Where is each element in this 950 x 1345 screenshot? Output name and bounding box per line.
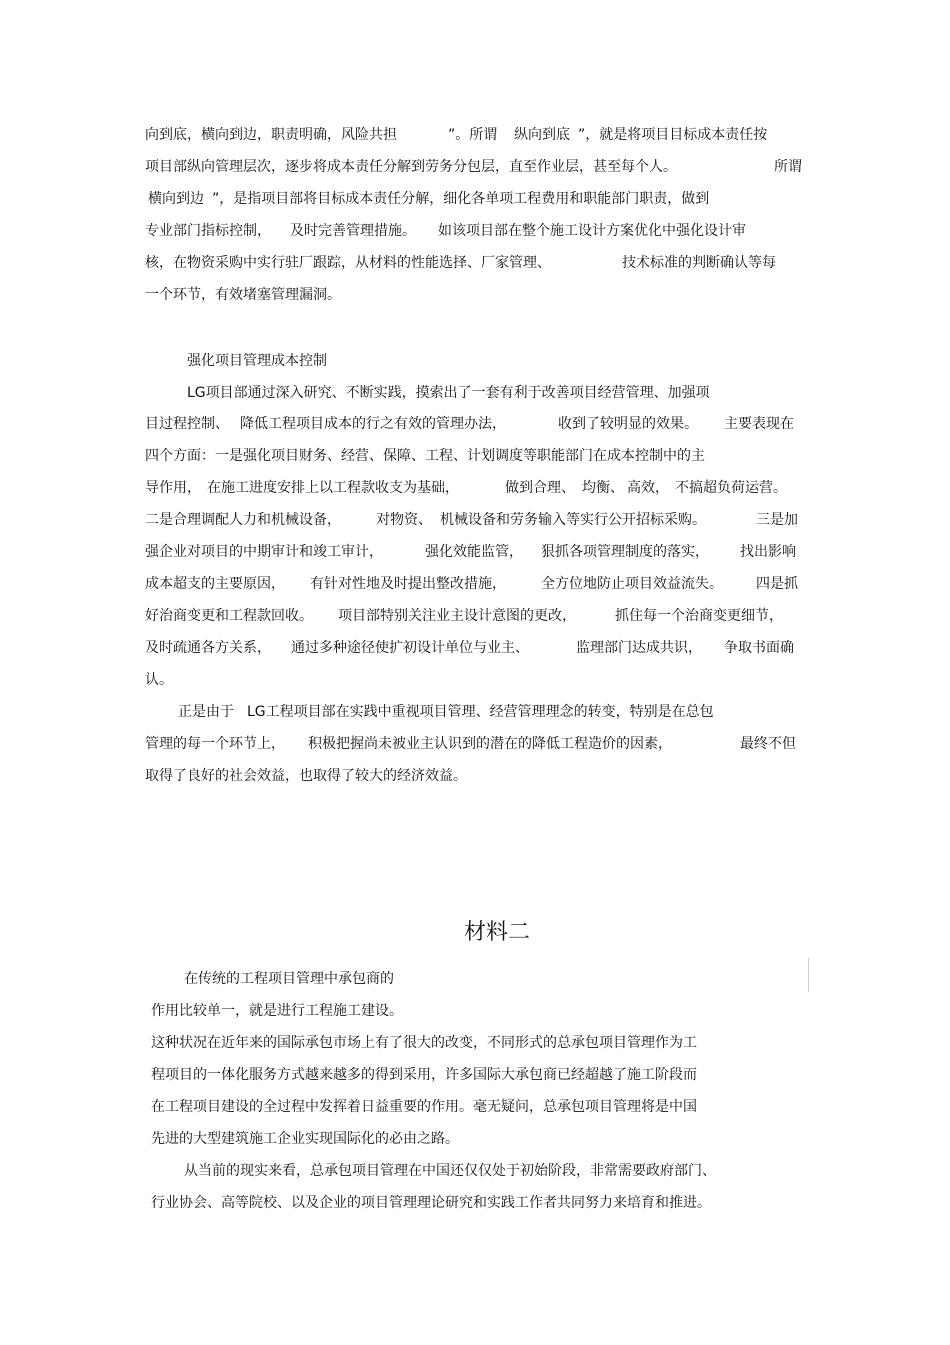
text-run: ”。所谓 bbox=[448, 127, 498, 143]
text-run: ”，是指项目部将目标成本责任分解，细化各单项工程费用和职能部门职责，做到 bbox=[212, 191, 710, 207]
text-line bbox=[0, 188, 950, 210]
text-run: 狠抓各项管理制度的落实， bbox=[541, 544, 709, 560]
text-run: 主要表现在 bbox=[724, 416, 794, 432]
text-run: 降低工程项目成本的行之有效的管理办法， bbox=[240, 416, 506, 432]
text-run: 技术标准的判断确认等每 bbox=[622, 255, 776, 271]
text-run: LG项目部通过深入研究、不断实践，摸索出了一套有利于改善项目经营管理、加强项 bbox=[187, 385, 710, 401]
text-line bbox=[0, 509, 950, 531]
text-line bbox=[0, 669, 950, 691]
text-line bbox=[0, 284, 950, 306]
text-run: 项目部纵向管理层次，逐步将成本责任分解到劳务分包层，直至作业层，甚至每个人。 bbox=[145, 159, 677, 175]
text-run: 全方位地防止项目效益流失。 bbox=[541, 576, 723, 592]
text-line bbox=[0, 701, 950, 723]
text-run: 积极把握尚未被业主认识到的潜在的降低工程造价的因素， bbox=[308, 736, 672, 752]
text-line bbox=[0, 1032, 950, 1054]
text-run: 认。 bbox=[145, 672, 173, 688]
text-run: 行业协会、高等院校、以及企业的项目管理理论研究和实践工作者共同努力来培育和推进。 bbox=[151, 1195, 711, 1211]
text-run: 这种状况在近年来的国际承包市场上有了很大的改变，不同形式的总承包项目管理作为工 bbox=[151, 1035, 697, 1051]
text-line bbox=[0, 1160, 950, 1182]
text-run: 四是抓 bbox=[756, 576, 798, 592]
heading-text: 强化项目管理成本控制 bbox=[187, 353, 327, 369]
text-run: 有针对性地及时提出整改措施， bbox=[310, 576, 506, 592]
text-run: 高效， bbox=[627, 480, 669, 496]
text-run: 项目部特别关注业主设计意图的更改， bbox=[338, 608, 576, 624]
text-run: 程项目的一体化服务方式越来越多的得到采用，许多国际大承包商已经超越了施工阶段而 bbox=[151, 1067, 697, 1083]
text-run: 及时完善管理措施。 bbox=[290, 223, 416, 239]
text-run: 均衡、 bbox=[582, 480, 624, 496]
text-line bbox=[0, 252, 950, 274]
text-run: 好治商变更和工程款回收。 bbox=[145, 608, 313, 624]
text-run: 机械设备和劳务输入等实行公开招标采购。 bbox=[440, 512, 706, 528]
text-run: 监理部门达成共识， bbox=[576, 640, 702, 656]
text-run: 对物资、 bbox=[376, 512, 432, 528]
text-line bbox=[0, 477, 950, 499]
text-line bbox=[0, 637, 950, 659]
text-line bbox=[0, 733, 950, 755]
text-run: 目过程控制、 bbox=[145, 416, 229, 432]
text-line bbox=[0, 541, 950, 563]
text-run: 向到底，横向到边，职责明确，风险共担 bbox=[145, 127, 397, 143]
text-run: 找出影响 bbox=[740, 544, 796, 560]
text-line bbox=[0, 156, 950, 178]
text-run: 从当前的现实来看，总承包项目管理在中国还仅仅处于初始阶段，非常需要政府部门、 bbox=[184, 1163, 716, 1179]
text-run: 强企业对项目的中期审计和竣工审计， bbox=[145, 544, 383, 560]
text-run: 正是由于 bbox=[178, 704, 234, 720]
text-run: 在工程项目建设的全过程中发挥着日益重要的作用。毫无疑问，总承包项目管理将是中国 bbox=[151, 1099, 697, 1115]
text-run: 先进的大型建筑施工企业实现国际化的必由之路。 bbox=[151, 1131, 459, 1147]
text-line bbox=[0, 413, 950, 435]
text-line bbox=[0, 968, 950, 990]
text-run: ”，就是将项目目标成本责任按 bbox=[578, 127, 768, 143]
text-run: 专业部门指标控制， bbox=[145, 223, 271, 239]
text-run: 导作用， bbox=[145, 480, 201, 496]
text-run: 成本超支的主要原因， bbox=[145, 576, 285, 592]
text-line bbox=[0, 1096, 950, 1118]
text-line bbox=[0, 1000, 950, 1022]
text-run: 作用比较单一，就是进行工程施工建设。 bbox=[151, 1003, 403, 1019]
text-run: 不搞超负荷运营。 bbox=[675, 480, 787, 496]
text-run: 管理的每一个环节上， bbox=[145, 736, 285, 752]
text-run: 一个环节，有效堵塞管理漏洞。 bbox=[145, 287, 341, 303]
section-title-text: 材料二 bbox=[464, 920, 531, 945]
text-run: 在传统的工程项目管理中承包商的 bbox=[184, 971, 394, 987]
text-run: 在施工进度安排上以工程款收支为基础， bbox=[207, 480, 459, 496]
text-line bbox=[0, 220, 950, 242]
text-run: 纵向到底 bbox=[514, 127, 570, 143]
text-line bbox=[0, 1192, 950, 1214]
text-run: 三是加 bbox=[756, 512, 798, 528]
text-run: 抓住每一个治商变更细节， bbox=[615, 608, 783, 624]
text-run: 通过多种途径使扩初设计单位与业主、 bbox=[291, 640, 529, 656]
text-run: 横向到边 bbox=[148, 191, 204, 207]
text-run: 取得了良好的社会效益，也取得了较大的经济效益。 bbox=[145, 768, 467, 784]
text-run: 及时疏通各方关系， bbox=[145, 640, 271, 656]
text-line bbox=[0, 1064, 950, 1086]
text-run: 如该项目部在整个施工设计方案优化中强化设计审 bbox=[438, 223, 746, 239]
text-run: 所谓 bbox=[774, 159, 802, 175]
text-line bbox=[0, 382, 950, 404]
text-run: 二是合理调配人力和机械设备， bbox=[145, 512, 341, 528]
section-heading bbox=[0, 350, 950, 372]
text-run: 最终不但 bbox=[740, 736, 796, 752]
text-run: 强化效能监管， bbox=[425, 544, 523, 560]
text-run: 做到合理、 bbox=[505, 480, 575, 496]
text-line bbox=[0, 605, 950, 627]
section-title bbox=[0, 916, 950, 950]
text-line bbox=[0, 124, 950, 146]
text-line bbox=[0, 573, 950, 595]
text-line bbox=[0, 1128, 950, 1150]
text-run: 核，在物资采购中实行驻厂跟踪，从材料的性能选择、厂家管理、 bbox=[145, 255, 551, 271]
text-run: LG工程项目部在实践中重视项目管理、经营管理理念的转变，特别是在总包 bbox=[247, 704, 714, 720]
text-run: 收到了较明显的效果。 bbox=[558, 416, 698, 432]
text-line bbox=[0, 765, 950, 787]
text-run: 争取书面确 bbox=[724, 640, 794, 656]
text-line bbox=[0, 445, 950, 467]
text-run: 四个方面：一是强化项目财务、经营、保障、工程、计划调度等职能部门在成本控制中的主 bbox=[145, 448, 705, 464]
